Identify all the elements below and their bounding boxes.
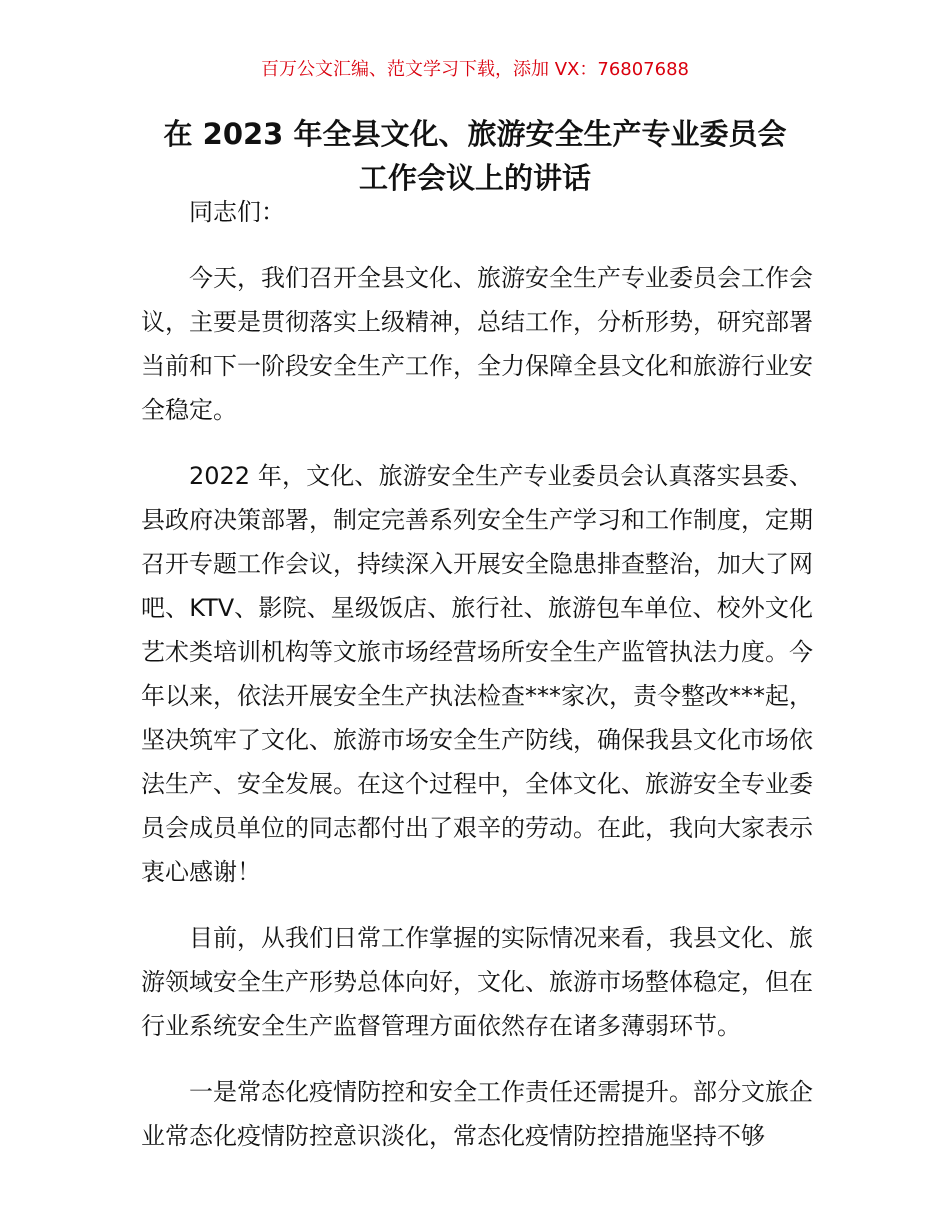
document-body — [141, 190, 813, 1180]
paragraph-1: 今天，我们召开全县文化、旅游安全生产专业委员会工作会议，主要是贯彻落实上级精神，总结工作，分析形势，研究部署当前和下一阶段安全生产工作，全力保障全县文化和旅游行业安全稳定。 — [141, 264, 813, 424]
paragraph-4: 一是常态化疫情防控和安全工作责任还需提升。部分文旅企业常态化疫情防控意识淡化，常态化疫情防控措施坚持不够 — [141, 1078, 813, 1150]
title-line-2: 工作会议上的讲话 — [358, 161, 591, 195]
paragraph-2: 2022 年，文化、旅游安全生产专业委员会认真落实县委、县政府决策部署，制定完善系列安全生产学习和工作制度，定期召开专题工作会议，持续深入开展安全隐患排查整治，加大了网吧、KTV、影院、星级饭店、旅行社、旅游包车单位、校外文化艺术类培训机构等文旅市场经营场所安全生产监管执法力度。今年以来，依法开展安全生产执法检查***家次，责令整改***起，坚决筑牢了文化、旅游市场安全生产防线，确保我县文化市场依法生产、安全发展。在这个过程中，全体文化、旅游安全专业委员会成员单位的同志都付出了艰辛的劳动。在此，我向大家表示衷心感谢！ — [141, 462, 813, 886]
title-line-1: 在 2023 年全县文化、旅游安全生产专业委员会 — [163, 117, 787, 151]
document-title — [120, 112, 830, 200]
header-watermark-note: 百万公文汇编、范文学习下载，添加 VX：76807688 — [261, 59, 689, 80]
salutation: 同志们： — [189, 198, 285, 226]
paragraph-3: 目前，从我们日常工作掌握的实际情况来看，我县文化、旅游领域安全生产形势总体向好，文化、旅游市场整体稳定，但在行业系统安全生产监督管理方面依然存在诸多薄弱环节。 — [141, 924, 813, 1040]
